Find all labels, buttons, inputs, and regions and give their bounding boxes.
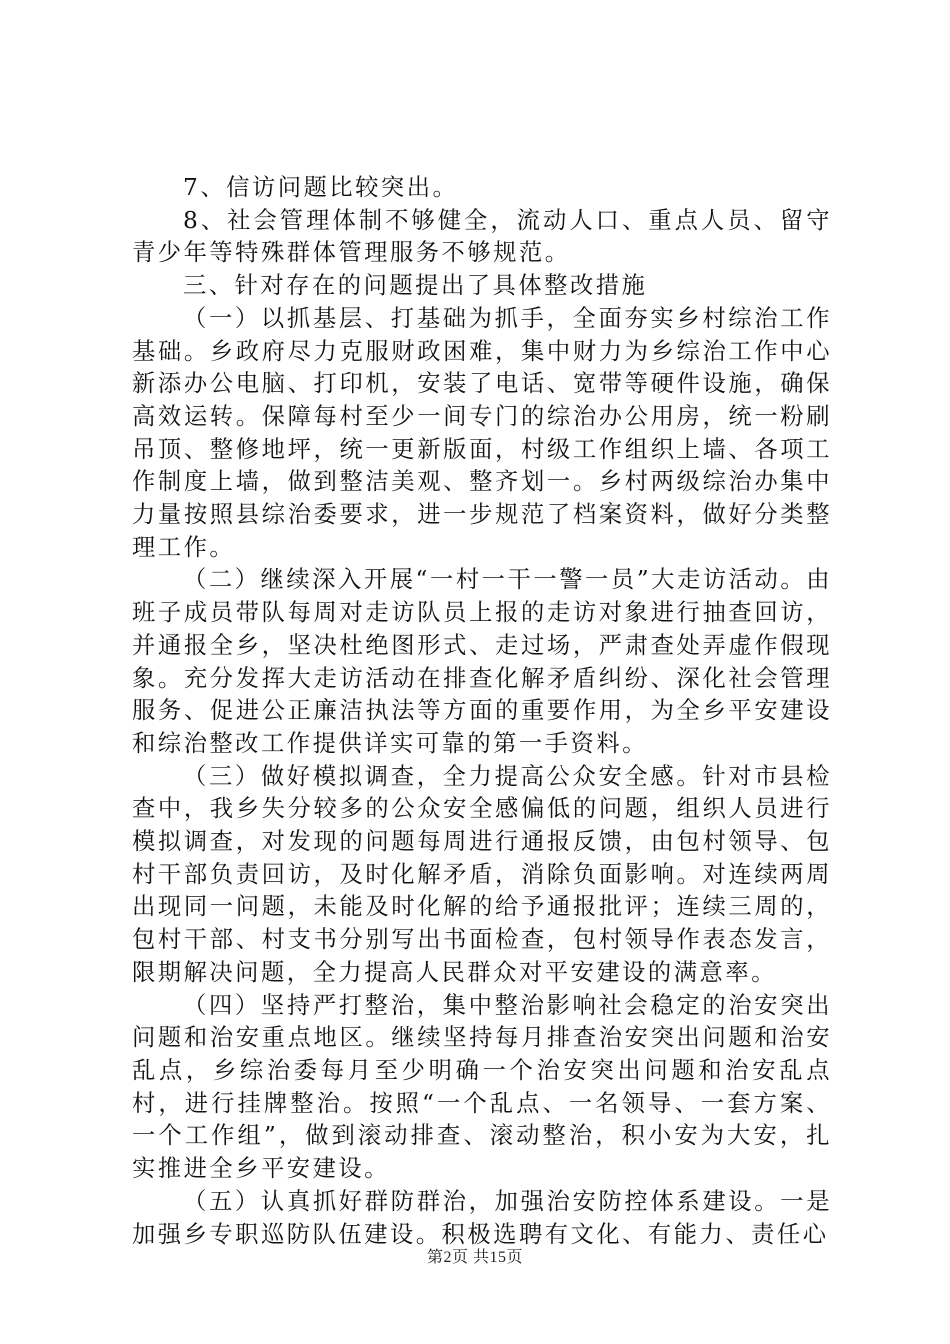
paragraph-measure-2: （二）继续深入开展“一村一干一警一员”大走访活动。由班子成员带队每周对走访队员上报的走访对象进行抽查回访，并通报全乡，坚决杜绝图形式、走过场，严肃查处弄虚作假现象。充分发挥大走访活动在排查化解矛盾纠纷、深化社会管理服务、促进公正廉洁执法等方面的重要作用，为全乡平安建设和综治整改工作提供详实可靠的第一手资料。 — [132, 566, 832, 757]
paragraph-measure-5: （五）认真抓好群防群治，加强治安防控体系建设。一是加强乡专职巡防队伍建设。积极选聘有文化、有能力、责任心 — [132, 1187, 832, 1248]
paragraph-item-7: 7、信访问题比较突出。 — [183, 174, 459, 201]
page-number-footer: 第2页 共15页 — [426, 1249, 523, 1266]
paragraph-measure-1: （一）以抓基层、打基础为抓手，全面夯实乡村综治工作基础。乡政府尽力克服财政困难，集中财力为乡综治工作中心新添办公电脑、打印机，安装了电话、宽带等硬件设施，确保高效运转。保障每村至少一间专门的综治办公用房，统一粉刷吊顶、整修地坪，统一更新版面，村级工作组织上墙、各项工作制度上墙，做到整洁美观、整齐划一。乡村两级综治办集中力量按照县综治委要求，进一步规范了档案资料，做好分类整理工作。 — [132, 304, 832, 561]
paragraph-measure-4: （四）坚持严打整治，集中整治影响社会稳定的治安突出问题和治安重点地区。继续坚持每月排查治安突出问题和治安乱点，乡综治委每月至少明确一个治安突出问题和治安乱点村，进行挂牌整治。按照“一个乱点、一名领导、一套方案、一个工作组”，做到滚动排查、滚动整治，积小安为大安，扎实推进全乡平安建设。 — [132, 991, 832, 1183]
section-heading-3: 三、针对存在的问题提出了具体整改措施 — [183, 272, 648, 300]
paragraph-measure-3: （三）做好模拟调查，全力提高公众安全感。针对市县检查中，我乡失分较多的公众安全感偏低的问题，组织人员进行模拟调查，对发现的问题每周进行通报反馈，由包村领导、包村干部负责回访，及时化解矛盾，消除负面影响。对连续两周出现同一问题，未能及时化解的给予通报批评；连续三周的，包村干部、村支书分别写出书面检查，包村领导作表态发言，限期解决问题，全力提高人民群众对平安建设的满意率。 — [132, 762, 832, 986]
body-text — [132, 172, 832, 1251]
paragraph-item-8: 8、社会管理体制不够健全，流动人口、重点人员、留守青少年等特殊群体管理服务不够规范。 — [132, 206, 832, 267]
